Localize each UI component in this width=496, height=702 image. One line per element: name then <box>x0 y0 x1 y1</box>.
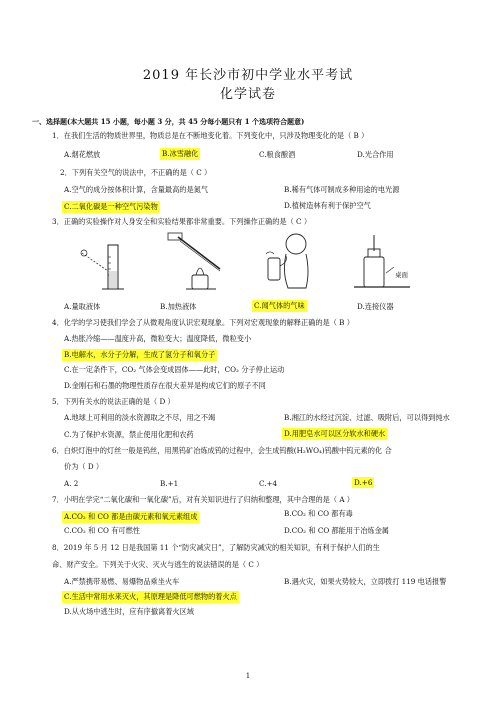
question-6-stem-cont: 价为（ D ） <box>64 462 104 471</box>
q5-option-a: A.地球上可利用的淡水资源取之不尽，用之不竭 <box>64 413 216 422</box>
q4-option-a: A.热胀冷缩——温度升高，微粒变大；温度降低，微粒变小 <box>64 334 252 343</box>
q4-option-b: B.电解水，水分子分解，生成了氢分子和氧分子 <box>64 350 216 359</box>
section-heading: 一、选择题(本大题共 15 小题，每小题 3 分，共 45 分每小题只有 1 个选项符合题意) <box>32 117 305 126</box>
q5-option-b: B.湘江的水经过沉淀、过滤、吸附后，可以得到纯水 <box>284 413 450 422</box>
question-4-stem: 4．化学的学习使我们学会了从微观角度认识宏观现象。下列对宏观现象的解释正确的是（ B ） <box>52 318 354 327</box>
q8-option-a: A.严禁携带易燃、易爆物品乘坐火车 <box>64 577 180 586</box>
page-subtitle: 化学试卷 <box>219 87 276 102</box>
question-8-stem-cont: 命、财产安全。下列关于火灾、灭火与逃生的说法错误的是（ C ） <box>52 560 264 569</box>
smelling-gas-illustration <box>256 228 330 300</box>
q6-option-d: D.+6 <box>354 478 373 487</box>
q2-option-b: B.稀有气体可制成多种用途的电光源 <box>284 185 400 194</box>
page-number: 1 <box>245 672 251 680</box>
q3-option-d: D.连接仪器 <box>357 302 394 311</box>
question-8-stem: 8．2019 年 5 月 12 日是我国第 11 个“防灾减灾日”，了解防灾减灾的相关知识，有利于保护人们的生 <box>52 543 380 552</box>
connecting-apparatus-illustration <box>350 231 424 295</box>
desk-label: 桌面 <box>395 271 408 279</box>
q6-option-b: B.+1 <box>160 479 179 488</box>
question-6-stem: 6．白炽灯泡中的灯丝一般是钨丝，用黑钨矿冶炼成钨的过程中，会生成钨酸(H₂WO₄)钨酸中钨元素的化 合 <box>52 446 392 455</box>
q1-option-a: A.烟花燃放 <box>64 150 101 159</box>
q7-option-a: A.CO₂ 和 CO 都是由碳元素和氧元素组成 <box>64 512 198 521</box>
q4-option-c: C.在一定条件下，CO₂ 气体会变成固体——此时，CO₂ 分子停止运动 <box>64 365 285 374</box>
q3-option-c: C.闻气体的气味 <box>254 301 305 310</box>
question-7-stem: 7．小明在学完“二氧化碳和一氧化碳”后，对有关知识进行了归纳和整理，其中合理的是（ A ） <box>52 495 354 504</box>
q1-option-c: C.粮食酿酒 <box>259 150 296 159</box>
question-1-stem: 1．在我们生活的物质世界里，物质总是在不断地变化着。下列变化中，只涉及物理变化的是（ B ） <box>52 131 369 140</box>
q5-option-d: D.用肥皂水可以区分软水和硬水 <box>284 429 386 438</box>
q4-option-d: D.金刚石和石墨的物理性质存在很大差异是构成它们的原子不同 <box>64 381 266 390</box>
question-5-stem: 5．下列有关水的说法正确的是（ D ） <box>52 397 175 406</box>
q2-option-a: A.空气的成分按体积计算，含量最高的是氮气 <box>64 185 209 194</box>
q7-option-c: C.CO₂ 和 CO 有可燃性 <box>64 526 140 535</box>
q6-option-c: C.+4 <box>259 479 278 488</box>
q5-option-c: C.为了保护水资源，禁止使用化肥和农药 <box>64 430 194 439</box>
q1-option-b: B.冰雪融化 <box>162 149 199 158</box>
q8-option-b: B.遇火灾，如果火势较大，立即拨打 119 电话报警 <box>284 577 447 586</box>
q3-option-a: A.量取液体 <box>64 302 101 311</box>
page-title: 2019 年长沙市初中学业水平考试 <box>142 68 354 83</box>
question-2-stem: 2．下列有关空气的说法中，不正确的是（ C ） <box>60 168 212 177</box>
q1-option-d: D.光合作用 <box>357 150 394 159</box>
q8-option-c: C.生活中常用水来灭火，其原理是降低可燃物的着火点 <box>64 592 237 601</box>
heating-liquid-illustration <box>160 231 244 295</box>
q8-option-d: D.从火场中逃生时，应有序撤离着火区域 <box>64 607 194 616</box>
q3-option-b: B.加热液体 <box>160 302 197 311</box>
q2-option-d: D.植树造林有利于保护空气 <box>284 201 371 210</box>
question-3-stem: 3．正确的实验操作对人身安全和实验结果都非常重要。下列操作正确的是（ C ） <box>52 217 312 226</box>
q7-option-d: D.CO₂ 和 CO 都能用于冶炼金属 <box>284 526 389 535</box>
q2-option-c: C.二氧化碳是一种空气污染物 <box>64 202 158 211</box>
q7-option-b: B.CO₂ 和 CO 都有毒 <box>284 509 353 518</box>
q6-option-a: A. 2 <box>64 479 79 488</box>
graduated-cylinder-illustration <box>78 231 142 293</box>
